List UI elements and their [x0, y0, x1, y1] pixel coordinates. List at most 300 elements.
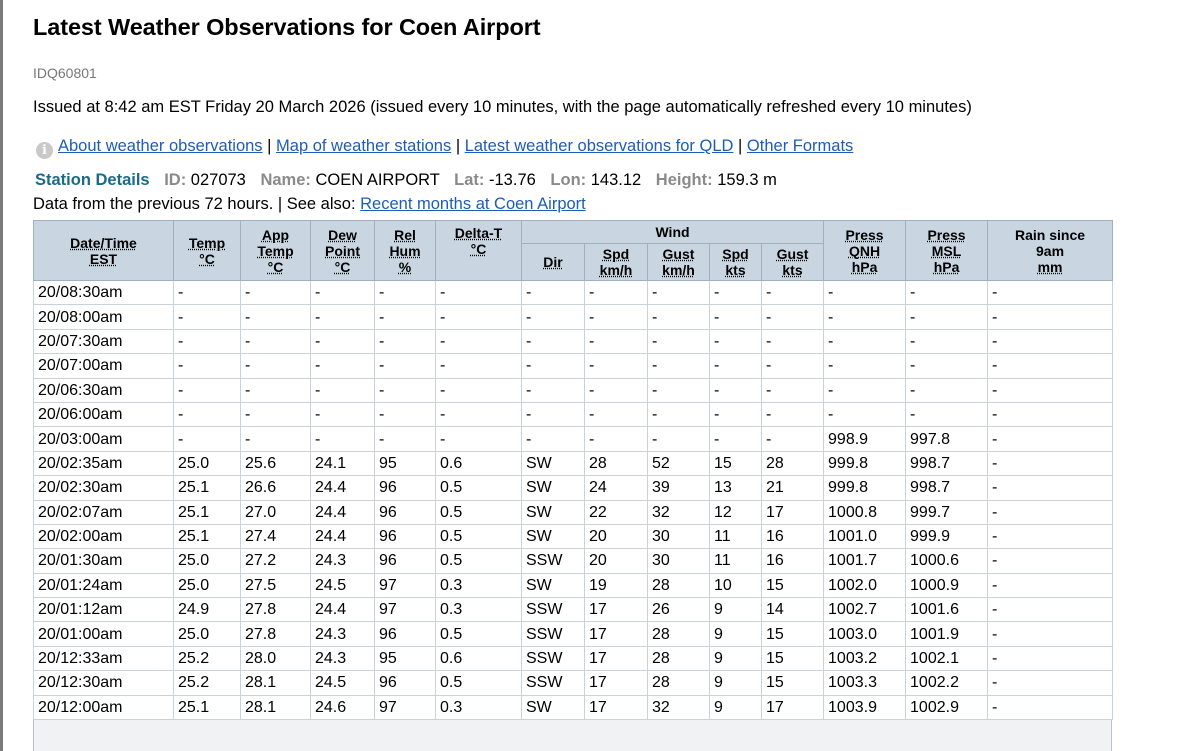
cell-wind-dir: SW [522, 500, 585, 524]
cell-wind-gust-kts: 17 [762, 695, 824, 719]
cell-app-temp: 28.0 [241, 646, 311, 670]
cell-wind-spd-kmh: - [585, 402, 648, 426]
cell-wind-dir: - [522, 281, 585, 305]
cell-press-msl: 998.7 [906, 451, 988, 475]
cell-wind-dir: - [522, 427, 585, 451]
cell-press-qnh: - [824, 402, 906, 426]
cell-wind-spd-kts: 11 [710, 524, 762, 548]
cell-datetime: 20/01:12am [34, 598, 174, 622]
cell-wind-gust-kmh: 26 [648, 598, 710, 622]
cell-delta-t: 0.3 [436, 598, 522, 622]
cell-rain: - [988, 598, 1113, 622]
cell-app-temp: 27.2 [241, 549, 311, 573]
table-row [34, 573, 1113, 597]
cell-wind-spd-kmh: 24 [585, 476, 648, 500]
cell-press-msl: - [906, 402, 988, 426]
table-row [34, 622, 1113, 646]
page-title: Latest Weather Observations for Coen Airport [33, 14, 541, 40]
station-name-label: Name: [260, 171, 311, 189]
cell-dew-point: - [311, 305, 375, 329]
cell-press-msl: 998.7 [906, 476, 988, 500]
cell-press-msl: 1000.9 [906, 573, 988, 597]
cell-wind-dir: SSW [522, 598, 585, 622]
cell-datetime: 20/06:30am [34, 378, 174, 402]
cell-datetime: 20/06:00am [34, 402, 174, 426]
cell-temp: - [174, 329, 241, 353]
cell-rel-hum: 97 [375, 573, 436, 597]
table-row [34, 695, 1113, 719]
col-rain[interactable] [988, 221, 1113, 281]
cell-app-temp: 28.1 [241, 671, 311, 695]
cell-dew-point: 24.3 [311, 622, 375, 646]
table-row [34, 524, 1113, 548]
cell-wind-gust-kmh: 39 [648, 476, 710, 500]
cell-app-temp: - [241, 281, 311, 305]
cell-press-msl: 1000.6 [906, 549, 988, 573]
cell-wind-gust-kmh: 32 [648, 500, 710, 524]
col-qnh-l1: Press [845, 226, 884, 243]
cell-press-msl: - [906, 281, 988, 305]
cell-rel-hum: 96 [375, 476, 436, 500]
cell-wind-spd-kmh: 17 [585, 695, 648, 719]
cell-press-qnh: 1001.0 [824, 524, 906, 548]
cell-press-qnh: 998.9 [824, 427, 906, 451]
cell-rel-hum: 97 [375, 598, 436, 622]
cell-wind-dir: SSW [522, 671, 585, 695]
cell-wind-gust-kts: 17 [762, 500, 824, 524]
col-temp[interactable] [174, 221, 241, 281]
latest-qld-link[interactable]: Latest weather observations for QLD [464, 137, 734, 155]
cell-press-msl: 999.9 [906, 524, 988, 548]
cell-wind-dir: SSW [522, 549, 585, 573]
cell-wind-gust-kts: 15 [762, 671, 824, 695]
cell-wind-spd-kts: - [710, 354, 762, 378]
cell-dew-point: - [311, 402, 375, 426]
info-icon: i [36, 142, 53, 159]
table-row [34, 427, 1113, 451]
cell-press-qnh: - [824, 354, 906, 378]
cell-delta-t: 0.5 [436, 671, 522, 695]
cell-wind-spd-kts: - [710, 402, 762, 426]
cell-wind-spd-kmh: 20 [585, 524, 648, 548]
cell-datetime: 20/02:30am [34, 476, 174, 500]
cell-wind-spd-kmh: 28 [585, 451, 648, 475]
col-app-temp-l1: App [261, 226, 290, 243]
cell-rain: - [988, 476, 1113, 500]
col-spd-kts[interactable] [710, 244, 762, 281]
cell-press-msl: - [906, 305, 988, 329]
cell-wind-spd-kmh: 17 [585, 598, 648, 622]
cell-wind-dir: - [522, 354, 585, 378]
cell-delta-t: - [436, 427, 522, 451]
cell-dew-point: 24.4 [311, 524, 375, 548]
cell-wind-spd-kmh: - [585, 329, 648, 353]
cell-press-msl: 1001.9 [906, 622, 988, 646]
table-row [34, 476, 1113, 500]
table-row [34, 354, 1113, 378]
cell-app-temp: 25.6 [241, 451, 311, 475]
col-press-qnh[interactable] [824, 221, 906, 281]
cell-dew-point: 24.5 [311, 671, 375, 695]
cell-delta-t: - [436, 281, 522, 305]
table-row [34, 451, 1113, 475]
cell-wind-dir: SSW [522, 622, 585, 646]
cell-delta-t: 0.3 [436, 573, 522, 597]
cell-wind-spd-kmh: - [585, 354, 648, 378]
cell-rain: - [988, 305, 1113, 329]
separator: | [455, 137, 461, 155]
cell-rel-hum: - [375, 378, 436, 402]
cell-app-temp: 27.8 [241, 622, 311, 646]
cell-wind-dir: SW [522, 573, 585, 597]
cell-wind-spd-kts: - [710, 378, 762, 402]
cell-app-temp: - [241, 305, 311, 329]
cell-rel-hum: - [375, 329, 436, 353]
cell-temp: 25.1 [174, 500, 241, 524]
cell-wind-gust-kts: - [762, 281, 824, 305]
cell-temp: - [174, 427, 241, 451]
table-row [34, 305, 1113, 329]
col-app-temp-l3: °C [267, 258, 284, 275]
cell-rain: - [988, 695, 1113, 719]
cell-press-qnh: 999.8 [824, 476, 906, 500]
cell-datetime: 20/12:00am [34, 695, 174, 719]
col-delta-l2: °C [470, 241, 487, 257]
col-hum-l2: Hum [389, 242, 421, 259]
cell-datetime: 20/12:30am [34, 671, 174, 695]
table-row [34, 378, 1113, 402]
cell-temp: 25.1 [174, 695, 241, 719]
cell-dew-point: 24.4 [311, 476, 375, 500]
cell-app-temp: - [241, 378, 311, 402]
cell-press-msl: 1002.1 [906, 646, 988, 670]
cell-rel-hum: - [375, 402, 436, 426]
cell-datetime: 20/08:00am [34, 305, 174, 329]
col-wind-dir[interactable] [522, 244, 585, 281]
cell-dew-point: - [311, 281, 375, 305]
cell-wind-spd-kts: 12 [710, 500, 762, 524]
cell-rain: - [988, 354, 1113, 378]
cell-press-msl: - [906, 329, 988, 353]
cell-temp: 25.2 [174, 671, 241, 695]
cell-wind-spd-kmh: 20 [585, 549, 648, 573]
col-msl-l3: hPa [933, 258, 960, 275]
cell-wind-spd-kmh: 19 [585, 573, 648, 597]
cell-temp: 25.1 [174, 476, 241, 500]
observations-table [33, 220, 1113, 720]
cell-dew-point: 24.4 [311, 500, 375, 524]
cell-wind-spd-kmh: - [585, 427, 648, 451]
cell-wind-gust-kmh: 28 [648, 671, 710, 695]
cell-rel-hum: 97 [375, 695, 436, 719]
cell-wind-spd-kmh: 17 [585, 646, 648, 670]
cell-wind-gust-kts: 16 [762, 549, 824, 573]
cell-temp: - [174, 378, 241, 402]
cell-press-qnh: - [824, 281, 906, 305]
cell-wind-gust-kmh: 28 [648, 646, 710, 670]
cell-app-temp: - [241, 329, 311, 353]
cell-rain: - [988, 549, 1113, 573]
col-rel-hum[interactable] [375, 221, 436, 281]
cell-datetime: 20/02:07am [34, 500, 174, 524]
col-msl-l2: MSL [931, 242, 962, 259]
cell-wind-spd-kts: - [710, 305, 762, 329]
cell-wind-gust-kmh: 52 [648, 451, 710, 475]
col-spd-kmh[interactable] [585, 244, 648, 281]
cell-wind-gust-kts: - [762, 427, 824, 451]
cell-dew-point: - [311, 354, 375, 378]
col-gust-kmh[interactable] [648, 244, 710, 281]
cell-wind-spd-kmh: 17 [585, 622, 648, 646]
cell-wind-dir: - [522, 305, 585, 329]
cell-app-temp: 27.0 [241, 500, 311, 524]
col-gust-kts[interactable] [762, 244, 824, 281]
cell-datetime: 20/01:30am [34, 549, 174, 573]
cell-wind-gust-kmh: 30 [648, 549, 710, 573]
other-formats-link[interactable]: Other Formats [746, 137, 854, 155]
cell-wind-gust-kmh: - [648, 329, 710, 353]
cell-datetime: 20/02:00am [34, 524, 174, 548]
station-lon: 143.12 [590, 171, 642, 189]
cell-wind-dir: SSW [522, 646, 585, 670]
cell-rel-hum: - [375, 427, 436, 451]
cell-wind-dir: SW [522, 695, 585, 719]
cell-rel-hum: - [375, 354, 436, 378]
issued-text: Issued at 8:42 am EST Friday 20 March 2026 (issued every 10 minutes, with the page automatically refreshed every 10 minutes) [33, 98, 972, 116]
about-observations-link[interactable]: About weather observations [58, 137, 263, 155]
window-edge [0, 0, 3, 751]
cell-wind-spd-kts: 13 [710, 476, 762, 500]
cell-datetime: 20/01:24am [34, 573, 174, 597]
cell-press-msl: 999.7 [906, 500, 988, 524]
cell-wind-spd-kts: - [710, 281, 762, 305]
col-dir-l1: Dir [543, 254, 563, 270]
map-stations-link[interactable]: Map of weather stations [276, 137, 452, 155]
cell-press-qnh: 1003.3 [824, 671, 906, 695]
col-rain-l3: mm [1037, 258, 1063, 275]
cell-wind-gust-kmh: - [648, 305, 710, 329]
station-lon-label: Lon: [550, 171, 587, 189]
cell-rain: - [988, 402, 1113, 426]
cell-wind-dir: - [522, 329, 585, 353]
cell-delta-t: - [436, 329, 522, 353]
cell-temp: 25.1 [174, 524, 241, 548]
col-delta-t[interactable] [436, 221, 522, 281]
cell-delta-t: 0.5 [436, 622, 522, 646]
cell-wind-spd-kts: 10 [710, 573, 762, 597]
cell-press-qnh: 999.8 [824, 451, 906, 475]
cell-wind-spd-kts: - [710, 329, 762, 353]
cell-delta-t: 0.5 [436, 549, 522, 573]
cell-wind-dir: - [522, 402, 585, 426]
col-qnh-l2: QNH [848, 242, 881, 259]
col-press-msl[interactable] [906, 221, 988, 281]
cell-wind-gust-kmh: - [648, 378, 710, 402]
col-temp-l1: Temp [188, 234, 226, 251]
col-hum-l3: % [398, 258, 412, 275]
cell-temp: 25.0 [174, 573, 241, 597]
table-row [34, 402, 1113, 426]
station-id: 027073 [190, 171, 246, 189]
cell-press-msl: 997.8 [906, 427, 988, 451]
cell-dew-point: - [311, 427, 375, 451]
cell-rain: - [988, 281, 1113, 305]
cell-dew-point: 24.3 [311, 549, 375, 573]
col-datetime-l1: Date/Time [70, 234, 137, 251]
cell-wind-spd-kts: 15 [710, 451, 762, 475]
cell-rain: - [988, 500, 1113, 524]
cell-datetime: 20/07:30am [34, 329, 174, 353]
cell-wind-gust-kts: 28 [762, 451, 824, 475]
col-app-temp-l2: Temp [257, 242, 294, 259]
cell-wind-spd-kmh: 17 [585, 671, 648, 695]
cell-delta-t: 0.5 [436, 524, 522, 548]
cell-press-qnh: 1003.2 [824, 646, 906, 670]
col-dew-l3: °C [334, 258, 351, 275]
cell-dew-point: - [311, 378, 375, 402]
station-id-label: ID: [164, 171, 187, 189]
col-msl-l1: Press [927, 226, 966, 243]
cell-rel-hum: 96 [375, 549, 436, 573]
cell-press-msl: 1001.6 [906, 598, 988, 622]
cell-datetime: 20/08:30am [34, 281, 174, 305]
cell-press-msl: - [906, 354, 988, 378]
cell-temp: 25.0 [174, 549, 241, 573]
cell-wind-spd-kts: - [710, 427, 762, 451]
cell-rain: - [988, 524, 1113, 548]
col-rain-l2: 9am [1036, 242, 1065, 259]
cell-wind-spd-kmh: 22 [585, 500, 648, 524]
cell-rel-hum: 95 [375, 451, 436, 475]
cell-wind-gust-kts: 15 [762, 622, 824, 646]
cell-wind-gust-kts: - [762, 378, 824, 402]
cell-wind-gust-kts: - [762, 329, 824, 353]
cell-app-temp: - [241, 354, 311, 378]
cell-rel-hum: 96 [375, 622, 436, 646]
cell-wind-gust-kmh: 28 [648, 622, 710, 646]
see-also-line [33, 195, 586, 214]
col-datetime[interactable] [34, 221, 174, 281]
product-id: IDQ60801 [33, 65, 97, 81]
col-spdkmh-l2: km/h [599, 262, 633, 278]
cell-wind-gust-kts: 15 [762, 573, 824, 597]
col-gustkts-l1: Gust [776, 246, 809, 262]
cell-dew-point: 24.3 [311, 646, 375, 670]
cell-temp: - [174, 281, 241, 305]
cell-rain: - [988, 451, 1113, 475]
cell-press-qnh: 1001.7 [824, 549, 906, 573]
cell-dew-point: 24.1 [311, 451, 375, 475]
cell-wind-gust-kmh: 30 [648, 524, 710, 548]
cell-datetime: 20/07:00am [34, 354, 174, 378]
cell-press-qnh: 1000.8 [824, 500, 906, 524]
cell-rain: - [988, 671, 1113, 695]
cell-wind-gust-kmh: - [648, 402, 710, 426]
cell-rel-hum: 96 [375, 524, 436, 548]
cell-wind-dir: - [522, 378, 585, 402]
cell-rel-hum: 96 [375, 671, 436, 695]
cell-delta-t: 0.5 [436, 476, 522, 500]
station-name: COEN AIRPORT [315, 171, 440, 189]
col-gustkts-l2: kts [782, 262, 803, 278]
cell-press-qnh: - [824, 305, 906, 329]
cell-temp: 25.0 [174, 622, 241, 646]
cell-wind-gust-kts: 16 [762, 524, 824, 548]
recent-months-link[interactable]: Recent months at Coen Airport [360, 195, 586, 213]
cell-app-temp: 26.6 [241, 476, 311, 500]
cell-delta-t: 0.6 [436, 646, 522, 670]
cell-press-qnh: 1002.7 [824, 598, 906, 622]
col-app-temp[interactable] [241, 221, 311, 281]
col-group-wind: Wind [522, 221, 824, 244]
col-dew-point[interactable] [311, 221, 375, 281]
cell-wind-gust-kmh: - [648, 281, 710, 305]
col-dew-l1: Dew [328, 226, 357, 243]
cell-wind-gust-kts: - [762, 402, 824, 426]
cell-delta-t: - [436, 378, 522, 402]
cell-delta-t: 0.5 [436, 500, 522, 524]
cell-wind-spd-kts: 9 [710, 622, 762, 646]
cell-wind-dir: SW [522, 451, 585, 475]
station-details-heading: Station Details [35, 171, 150, 189]
table-row [34, 500, 1113, 524]
col-temp-l2: °C [199, 250, 215, 267]
table-row [34, 281, 1113, 305]
cell-datetime: 20/01:00am [34, 622, 174, 646]
station-lat-label: Lat: [454, 171, 485, 189]
cell-wind-spd-kts: 9 [710, 598, 762, 622]
table-row [34, 598, 1113, 622]
see-also-prefix: Data from the previous 72 hours. | See also: [33, 195, 356, 213]
cell-press-msl: 1002.2 [906, 671, 988, 695]
observations-table-container [33, 220, 1112, 751]
cell-wind-spd-kmh: - [585, 281, 648, 305]
table-row [34, 671, 1113, 695]
cell-wind-gust-kmh: - [648, 427, 710, 451]
cell-rel-hum: - [375, 281, 436, 305]
table-row [34, 549, 1113, 573]
cell-press-qnh: 1002.0 [824, 573, 906, 597]
cell-temp: - [174, 402, 241, 426]
table-row [34, 329, 1113, 353]
cell-wind-dir: SW [522, 476, 585, 500]
cell-app-temp: - [241, 402, 311, 426]
cell-dew-point: 24.4 [311, 598, 375, 622]
cell-wind-gust-kmh: - [648, 354, 710, 378]
observations-body [34, 281, 1113, 720]
cell-wind-gust-kts: 15 [762, 646, 824, 670]
cell-wind-gust-kmh: 28 [648, 573, 710, 597]
cell-wind-spd-kts: 11 [710, 549, 762, 573]
cell-wind-spd-kmh: - [585, 378, 648, 402]
cell-app-temp: 27.8 [241, 598, 311, 622]
table-row [34, 646, 1113, 670]
cell-wind-gust-kts: - [762, 354, 824, 378]
cell-app-temp: 27.5 [241, 573, 311, 597]
cell-app-temp: - [241, 427, 311, 451]
station-height: 159.3 m [717, 171, 777, 189]
cell-wind-gust-kts: - [762, 305, 824, 329]
cell-press-qnh: - [824, 378, 906, 402]
cell-wind-spd-kts: 9 [710, 695, 762, 719]
cell-rel-hum: 96 [375, 500, 436, 524]
cell-delta-t: - [436, 354, 522, 378]
cell-dew-point: 24.6 [311, 695, 375, 719]
cell-wind-spd-kmh: - [585, 305, 648, 329]
cell-press-msl: 1002.9 [906, 695, 988, 719]
col-datetime-l2: EST [89, 250, 118, 267]
cell-delta-t: - [436, 305, 522, 329]
